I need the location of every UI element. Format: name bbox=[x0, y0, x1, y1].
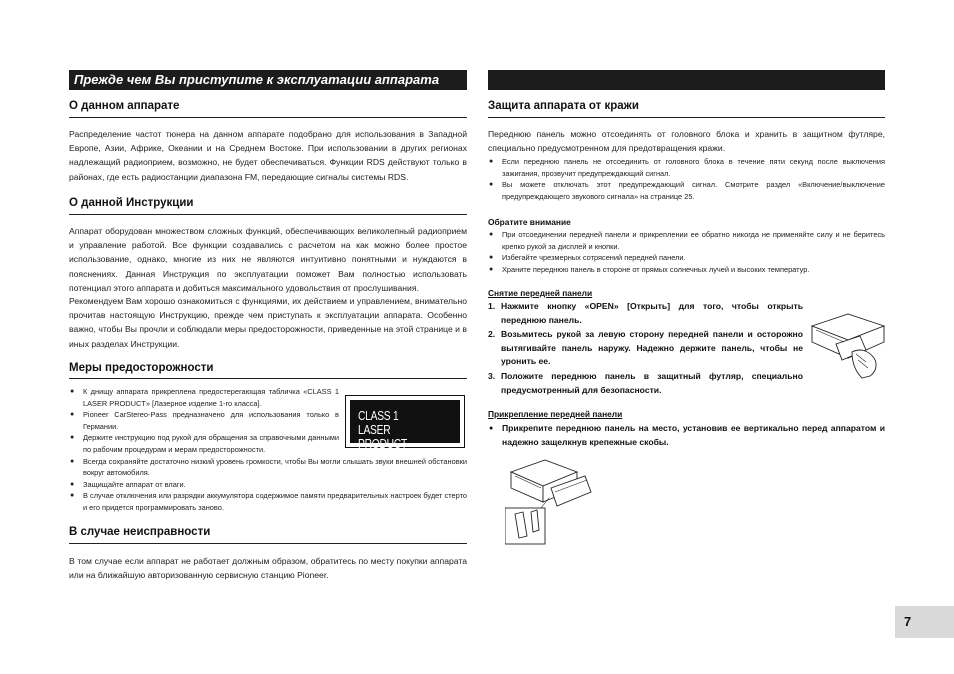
section-banner-before-use: Прежде чем Вы приступите к эксплуатации аппарата bbox=[69, 70, 467, 90]
about-unit-text: Распределение частот тюнера на данном аппарате подобрано для использования в Западной Европе, Азии, Африке, Океании и на Среднем Востоке. При использовании в других регионах надлежащий радиоприем, возможно, не будет обеспечиваться. Функции RDS действуют только в районах, где есть радиостанции диапазона FM, передающие сигналы системы RDS. bbox=[69, 129, 467, 182]
laser-label-line1: CLASS 1 bbox=[358, 409, 399, 423]
heading-attaching-panel: Прикрепление передней панели bbox=[488, 409, 623, 419]
divider bbox=[488, 117, 885, 118]
page-number: 7 bbox=[904, 614, 912, 629]
list-item: ● Вы можете отключать этот предупреждающий сигнал. Смотрите раздел «Включение/выключение предупреждающего звукового сигнала» на странице 25. bbox=[488, 179, 885, 202]
about-manual-text-1: Аппарат оборудован множеством сложных функций, обеспечивающих великолепный радиоприем и управление работой. Все функции создавались с расчетом на как можно более простое использование, однако, многие из них не являются интуитивно понятными и нуждаются в пояснениях. Данная Инструкция по эксплуатации поможет Вам полностью использовать потенциал этого аппарата и добиться максимального удовольствия от прослушивания. bbox=[69, 226, 467, 293]
step-item bbox=[488, 300, 803, 327]
list-item: ● Избегайте чрезмерных сотрясений передней панели. bbox=[488, 252, 885, 264]
step-number: 3. bbox=[488, 370, 496, 381]
list-item: ● Pioneer CarStereo-Pass предназначено для использования только в Германии. bbox=[69, 409, 339, 432]
list-item: ● К днищу аппарата прикреплена предостерегающая табличка «CLASS 1 LASER PRODUCT» [Лазерное изделие 1-го класса]. bbox=[69, 386, 339, 409]
laser-label-text bbox=[358, 409, 442, 451]
trouble-text: В том случае если аппарат не работает должным образом, обратитесь по месту покупки аппарата или на ближайшую авторизованную сервисную станцию Pioneer. bbox=[69, 556, 467, 581]
divider bbox=[69, 214, 467, 215]
removing-steps bbox=[488, 300, 803, 398]
about-manual-text-2: Рекомендуем Вам хорошо ознакомиться с функциями, их действием и управлением, внимательно прочитав настоящую Инструкцию, прежде чем приступать к эксплуатации аппарата. Особенно важно, чтобы Вы прочли и соблюдали меры предосторожности, приведенные на этой странице и в иных разделах Инструкции. bbox=[69, 296, 467, 349]
heading-about-unit: О данном аппарате bbox=[69, 100, 180, 112]
attention-list bbox=[488, 229, 885, 275]
list-item: ● При отсоединении передней панели и прикреплении ее обратно никогда не применяйте силу и не беритесь крепко рукой за дисплей и кнопки. bbox=[488, 229, 885, 252]
section-banner-blank bbox=[488, 70, 885, 90]
divider bbox=[69, 543, 467, 544]
heading-attention: Обратите внимание bbox=[488, 217, 571, 227]
heading-trouble: В случае неисправности bbox=[69, 526, 211, 538]
list-item: ● Защищайте аппарат от влаги. bbox=[69, 479, 467, 491]
divider bbox=[69, 378, 467, 379]
page-number-tab bbox=[895, 606, 954, 638]
heading-theft-protection: Защита аппарата от кражи bbox=[488, 100, 639, 112]
step-text: Положите переднюю панель в защитный футляр, специально предусмотренный для безопасности. bbox=[501, 370, 803, 395]
class1-laser-label bbox=[345, 395, 465, 451]
step-item bbox=[488, 328, 803, 369]
list-item: ● Всегда сохраняйте достаточно низкий уровень громкости, чтобы Вы могли слышать звуки внешней обстановки вокруг автомобиля. bbox=[69, 456, 467, 479]
list-item: ● Держите инструкцию под рукой для обращения за справочными данными по рабочим процедурам и мерам предосторожности. bbox=[69, 432, 339, 455]
step-number: 2. bbox=[488, 329, 496, 340]
attaching-list bbox=[488, 422, 885, 449]
theft-list bbox=[488, 156, 885, 202]
list-item: ● Храните переднюю панель в стороне от прямых солнечных лучей и высоких температур. bbox=[488, 264, 885, 276]
divider bbox=[69, 117, 467, 118]
step-text: Нажмите кнопку «OPEN» [Открыть] для того, чтобы открыть переднюю панель. bbox=[501, 301, 803, 325]
heading-about-manual: О данной Инструкции bbox=[69, 197, 194, 209]
theft-text: Переднюю панель можно отсоединять от головного блока и хранить в защитном футляре, специально предусмотренном для предотвращения кражи. bbox=[488, 129, 885, 154]
laser-label-line2: LASER PRODUCT bbox=[358, 423, 407, 451]
step-item bbox=[488, 370, 803, 397]
heading-precautions: Меры предосторожности bbox=[69, 362, 214, 374]
remove-panel-illustration bbox=[808, 308, 888, 380]
step-text: Возьмитесь рукой за левую сторону передней панели и осторожно вытягивайте панель наружу. Надежно держите панель, чтобы не уронить ее. bbox=[501, 329, 803, 367]
list-item: ● Если переднюю панель не отсоединить от головного блока в течение пяти секунд после выключения зажигания, прозвучит предупреждающий сигнал. bbox=[488, 156, 885, 179]
attach-panel-illustration bbox=[505, 450, 595, 545]
list-item: ● В случае отключения или разрядки аккумулятора содержимое памяти предварительных настроек будет стерто и его придется программировать заново. bbox=[69, 490, 467, 513]
step-number: 1. bbox=[488, 301, 496, 311]
heading-removing-panel: Снятие передней панели bbox=[488, 288, 593, 298]
list-item: ● Прикрепите переднюю панель на место, установив ее вертикально перед аппаратом и надежно защелкнув крепежные скобы. bbox=[488, 422, 885, 449]
